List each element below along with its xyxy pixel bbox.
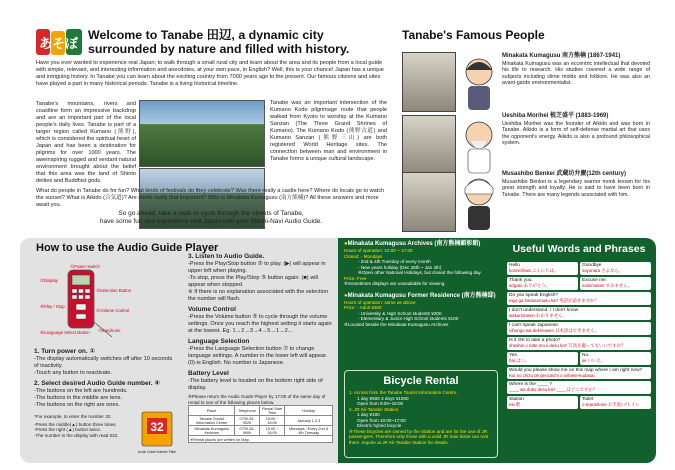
phrase-jp: wakarimasen わかりません。 [509, 313, 568, 318]
phrase-card [507, 292, 651, 305]
audio-guide-title: How to use the Audio Guide Player [36, 242, 219, 254]
step1-line: -The display automatically switches off after 10 seconds of inactivity. [34, 356, 173, 370]
table-cell: Tanabe Tourist Information Center [189, 416, 235, 426]
bike-line: 2. JR Kii-Tanabe Station [349, 406, 399, 412]
example-heading: *For example, to enter the number 32. [34, 414, 112, 419]
archives-line: Price: Free [344, 275, 367, 281]
ueshiba-portrait [402, 115, 456, 175]
volume-line: -Press the Volume button ⑤ to cycle through the volume settings. Once you reach the highest setting it starts again at the lowest. Eg. 1→2→3→4→5→1→2... [188, 314, 332, 335]
person-name: Minakata Kumagusu 南方熊楠 (1867-1941) [502, 53, 621, 59]
number-plate [140, 410, 174, 456]
minakata-portrait [402, 52, 456, 112]
bicycle-rental-title: Bicycle Rental [383, 375, 459, 387]
phrase-card [580, 262, 651, 275]
step3-line: ※ If there is no explanation associated with the selection the number will flash. [188, 289, 328, 303]
example-line: -Press the right (▲) button twice. [34, 427, 102, 432]
residence-title-text: Minakata Kumagusu Former Residence (南方熊楠邸) [347, 292, 496, 299]
label-language-select: ⑥Language Select Button [40, 330, 90, 335]
archives-line: Closed: - Mondays [344, 253, 383, 259]
phrase-card [507, 381, 651, 394]
step1-heading: 1. Turn power on. ① [34, 348, 95, 355]
person-description: Minakata Kumagusu was an eccentric intellectual that devoted his life to research. His studies covered a wide range of subjects including slime molds and folklore. He was also an avant-garde environmentalist. [502, 61, 650, 87]
archives-line: ※Sometimes displays are unavailable for viewing. [344, 281, 446, 287]
table-row [189, 416, 333, 426]
bullet-icon: ● [344, 241, 348, 247]
step1-line: -Touch any button to reactivate. [34, 370, 113, 377]
steps-left [34, 345, 174, 409]
bullet-icon: ● [344, 292, 348, 299]
phrase-jp: konnichiwa こんにちは。 [509, 268, 559, 273]
phrase-jp: arigato ありがとう。 [509, 283, 550, 288]
phrase-en: Hello [509, 263, 520, 268]
phrase-en: I can't speak Japanese. [509, 323, 560, 328]
phrase-jp: iie いいえ。 [582, 358, 606, 363]
person-ueshiba [502, 110, 650, 147]
table-note-row [189, 436, 333, 443]
number-example [34, 414, 139, 438]
questions-paragraph: What do people in Tanabe do for fun? What kinds of festivals do they celebrate? Was there really a castle here? Where do locals go to watch the sunset? What is Aikido (合気道)? Are shells really that important? Who is Minakata Kumagusu (南方熊楠)? All these answers and more await you. [36, 188, 385, 208]
bike-line: 1 day ¥500 3 days ¥1000 [357, 395, 409, 401]
person-description: Ueshiba Morihei was the founder of Aikido and was born in Tanabe. Aikido is a form of self-defense martial art that uses the opponent's energy. Aikido is also a profound philosophical system. [502, 121, 650, 147]
archives-info [344, 241, 498, 327]
table-note: ※Rental places are written on Map. [189, 436, 333, 443]
bike-line: Open from 10:00~17:00 [357, 417, 406, 423]
phrase-en: Toilet [582, 397, 594, 402]
phrase-card [580, 396, 651, 409]
archives-line: - New years holiday (Dec 28th ~ Jan 4th) [358, 264, 442, 270]
famous-people-title: Tanabe's Famous People [402, 28, 545, 42]
bike-line: ※These bicycles are owned by the Station and are for the use of JR passengers. Therefore only those with a valid JR train ticket can rent them. Inquire at JR Kii-Tanabe Station for details. [349, 428, 489, 445]
phrase-jp: hai はい。 [509, 358, 530, 363]
label-play-stop: ④Play / Stop [40, 304, 65, 309]
label-earphone: ⑦Earphone [98, 328, 121, 333]
battery-heading: Battery Level [188, 370, 229, 378]
phrase-en: Goodbye [582, 263, 602, 268]
archives-title-text: Minakata Kumagusu Archives (南方熊楠顕彰館) [347, 241, 481, 247]
nature-paragraph: Tanabe's mountains, rivers and coastline form an impressive backdrop and are an important part of the local people's daily lives. Tanabe is part of a larger region called Kumano (熊野), which is considered the spiritual heart of Japan and has been a destination for pilgrims for over 1000 years. The aweinspiring rugged and verdant natural environment brought about the belief that this area was the land of Shinto deities and Buddhist gods. [36, 101, 136, 184]
bicycle-rental-box [344, 370, 498, 458]
phrase-jp: o-tearai/toire お手洗い/トイレ [582, 402, 640, 407]
residence-line: ※Located beside the Minakata Kumagusu Archives [344, 321, 449, 327]
table-header: Place [189, 406, 235, 416]
residence-title [344, 293, 498, 300]
example-line: -Press the middle(▲) button three times. [34, 421, 117, 427]
phrase-en: Yes. [509, 353, 519, 358]
table-cell: Minakata Kumagusu Archives [189, 426, 235, 436]
pilgrimage-paragraph: Tanabe was an important intersection of the Kumano Kodo pilgrimage route that people walked from Kyoto to worship at the Kumano Sanzan (The Three Grand Shrines of Kumano). The Kumano Kodo (熊野古道) and Kumano Sanzan (熊野三山) are both registered World Heritage sites. The connection between man and environment in Tanabe forms a unique cultural landscape. [270, 100, 387, 162]
residence-line: Price: - Adult ¥300 [344, 305, 382, 311]
person-name: Ueshiba Morihei 植芝盛平 (1883-1969) [502, 113, 609, 119]
step3-line: -To stop, press the Play/Stop ⑤ button again. (■) will appear when stopped. [188, 275, 318, 289]
page-title: Welcome to Tanabe 田辺, a dynamic city surrounded by nature and filled with history. [88, 28, 350, 57]
table-header-row [189, 406, 333, 416]
tanabe-logo [36, 27, 86, 57]
phrase-jp: sumimasen すみません。 [582, 283, 633, 288]
phrase-en: Would you please show me on this map where I am right now? [509, 368, 643, 373]
bike-line: 1 day ¥100 [357, 412, 380, 418]
intro-paragraph: Have you ever wanted to experience real Japan; to walk through a small rural city and learn about the area and its people from a local guide with simple, relevant, and interesting information and anecdotes, at your own pace, in English? Well, this is your chance! Japan has a unique and intriguing history. In Tanabe you can learn about the exciting country from 7000 years ago to the present. Our famous citizens and sites have played a part in many historical periods. Tanabe is a living historical timeline. [36, 60, 384, 87]
phrase-en: Is it OK to take a photo? [509, 338, 561, 343]
phrase-en: Where is the ____ ? [509, 382, 552, 387]
step2-line: -The buttons on the left are hundreds. [34, 388, 128, 395]
residence-line: - Elementary & Junior High School students ¥100 [358, 316, 459, 322]
step2-line: -The buttons in the middle are tens. [34, 395, 122, 402]
label-selection-button: ③Selection Button [96, 288, 132, 293]
phrase-en: Thank you. [509, 278, 533, 283]
phrases-list [507, 262, 651, 411]
phrase-jp: ____ wa doko desu ka? ____はどこですか？ [509, 387, 598, 392]
minakata-cartoon [460, 52, 498, 112]
archives-line: - 2nd & 4th Tuesday of every month [358, 259, 431, 265]
phrase-card [507, 307, 651, 320]
person-description: Musashibo Benkei is a legendary warrior monk known for his great strength and loyalty. He is said to have been born in Tanabe. There are many legends associated with him. [502, 179, 650, 198]
language-heading: Language Selection [188, 338, 250, 346]
phrase-jp: sayonara さよなら。 [582, 268, 624, 273]
audio-player-diagram [40, 262, 132, 342]
benkei-cartoon [460, 172, 498, 232]
table-header: Rental Start Time [259, 406, 285, 416]
example-line: -The number in the display with read 032. [34, 432, 119, 438]
archives-line: ※Open other National Holidays, but closed the following day [358, 270, 481, 276]
archives-line: Hours of operation: 10:00 ~ 17:00 [344, 248, 413, 254]
table-cell: 0739-26-9025 [235, 416, 259, 426]
phrase-en: Excuse me. [582, 278, 608, 283]
phrases-title: Useful Words and Phrases [512, 243, 646, 255]
label-display: ②Display [40, 278, 58, 283]
logo-lettering: あそぼ [39, 37, 79, 52]
phrase-row [507, 396, 651, 409]
plate-caption: Audio Guide Number Plate [138, 450, 176, 454]
plate-number: 32 [150, 420, 164, 434]
table-header: Holiday [285, 406, 333, 416]
phrase-row [507, 352, 651, 365]
step2-heading: 2. Select desired Audio Guide number. ④ [34, 380, 160, 388]
call-line-1: So go ahead, take a walk or cycle through the streets of Tanabe, [118, 210, 304, 217]
phrase-en: Station [509, 397, 524, 402]
phrase-en: Do you speak English? [509, 293, 559, 298]
phrase-card [580, 277, 651, 290]
phrase-jp: eigo ga hanasemasu ka? 英語が話せますか？ [509, 298, 599, 303]
phrase-jp: eki 駅 [509, 402, 521, 407]
table-cell: January 1,2,3 [285, 416, 333, 426]
rental-places-table [188, 405, 333, 443]
steps-right [188, 250, 333, 405]
archives-title [344, 241, 498, 248]
benkei-statue-photo [402, 172, 456, 232]
phrase-card [507, 352, 578, 365]
phrase-card [507, 277, 578, 290]
bike-line: 1. Across from the Tanabe Tourist Information Centre. [349, 390, 458, 396]
label-volume-control: ⑤Volume Control [96, 308, 130, 313]
person-minakata [502, 50, 650, 87]
phrase-card [507, 322, 651, 335]
table-row [189, 426, 333, 436]
mountain-temple-photo [139, 100, 265, 167]
residence-line: - University & High School students ¥200 [358, 310, 442, 316]
person-benkei [502, 168, 650, 198]
person-name: Musashibo Benkei 武蔵坊弁慶(12th century) [502, 171, 627, 177]
residence-line: Hours of operation: same as above [344, 299, 416, 305]
call-line-2: have some fun and experience real Japan with your Machi-Navi Audio Guide. [99, 217, 323, 225]
bike-line: Electric hybrid bicycle [357, 423, 402, 429]
phrase-card [507, 337, 651, 350]
step2-line: -The buttons on the right are ones. [34, 402, 120, 409]
phrase-jp: shashin o totte mo ii desu ka? 写真を撮ってもいいですか？ [509, 343, 626, 348]
label-power-switch: ①Power Switch [70, 264, 100, 269]
language-line: -Press the Language Selection button ⑦ to change language settings. A number in the lower left will appear. (0)-is English. No number is Japanese. [188, 346, 328, 367]
table-header: Telephone [235, 406, 259, 416]
table-cell: 0739-26-9909 [235, 426, 259, 436]
phrase-row [507, 277, 651, 290]
phrase-row [507, 262, 651, 275]
ueshiba-cartoon [460, 115, 498, 175]
phrase-card [580, 352, 651, 365]
return-note: ※Please return the Audio Guide Player by 17:00 of the same day of rental to one of the following places below. [188, 394, 326, 405]
table-cell: Mondays / Every 2nd & 4th Tuesday [285, 426, 333, 436]
phrase-jp: nihongo wa dekimasen 日本語はできません。 [509, 328, 600, 333]
phrase-en: No. [582, 353, 590, 358]
battery-line: -The battery level is located on the bottom right side of display. [188, 378, 323, 392]
step3-line: -Press the Play/Stop button ⑤ to play. (▶) will appear in upper left when playing. [188, 261, 326, 275]
step3-heading: 3. Listen to Audio Guide. [188, 253, 265, 260]
bike-line: Open from 9:00~18:00 [357, 401, 404, 407]
phrase-card [507, 396, 578, 409]
table-cell: 10:00 ~ 16:00 [259, 416, 285, 426]
phrase-card [507, 367, 651, 379]
volume-heading: Volume Control [188, 306, 236, 314]
table-cell: 10:00 ~ 16:00 [259, 426, 285, 436]
phrase-card [507, 262, 578, 275]
phrase-en: I don't understand. / I don't know. [509, 308, 580, 313]
phrase-jp: Koi no chizu de genzaichi o oshiete-kudasai. [509, 373, 596, 378]
call-to-action [36, 210, 386, 226]
